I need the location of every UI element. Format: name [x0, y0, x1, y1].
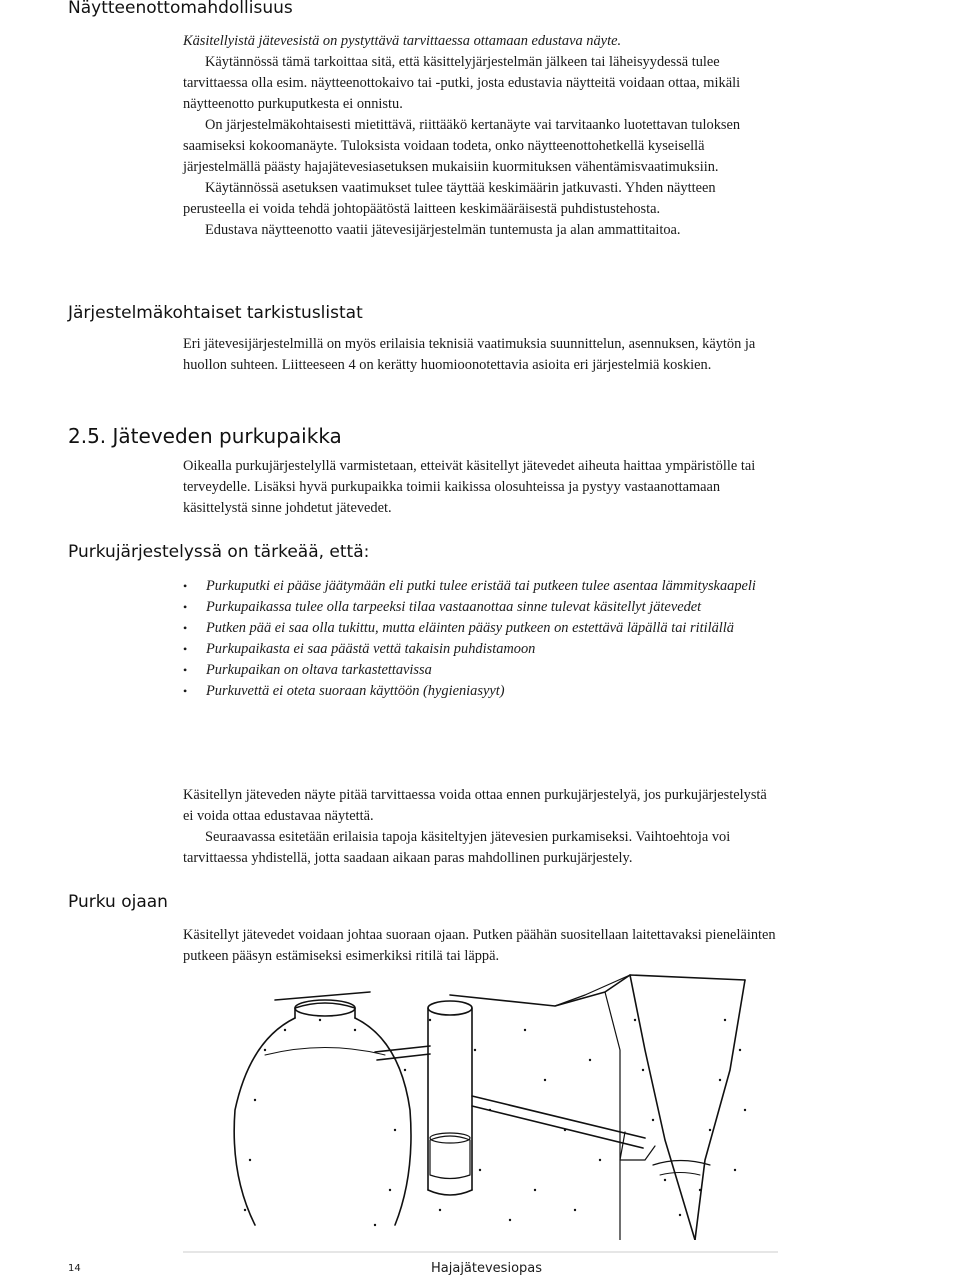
checklists-paragraph: Eri jätevesijärjestelmillä on myös erilaisia teknisiä vaatimuksia suunnittelun, asennuksen, käytön ja huollon suhteen. Liitteeseen 4 on kerätty huomioonotettavia asioita eri järjestelmiä koskien.: [183, 336, 756, 373]
bullet-text: Purkuputki ei pääse jäätymään eli putki tulee eristää tai putkeen tulee asentaa lämmityskaapeli: [206, 578, 756, 594]
ditch-discharge-illustration: [225, 960, 760, 1240]
heading-ditch: Purku ojaan: [68, 892, 168, 912]
bullet-item: [183, 639, 783, 660]
bullet-item: [183, 618, 783, 639]
page-number: 14: [68, 1263, 81, 1274]
important-paragraph-2: Seuraavassa esitetään erilaisia tapoja käsiteltyjen jätevesien purkamiseksi. Vaihtoehtoja voi tarvittaessa yhdistellä, jotta saadaan aikaan paras mahdollinen purkujärjestely.: [183, 829, 731, 866]
sampling-paragraph-2: Käytännössä tämä tarkoittaa sitä, että käsittelyjärjestelmän jälkeen tai läheisyydessä tulee tarvittaessa olla esim. näytteenottokaivo tai -putki, josta edustavia näytteitä voidaan ottaa, mikäli näytteenotto purkuputkesta ei onnistu.: [183, 54, 741, 112]
bullet-item: [183, 681, 783, 702]
bullet-dot-icon: •: [183, 600, 188, 614]
sampling-paragraph-4: Käytännössä asetuksen vaatimukset tulee täyttää keskimäärin jatkuvasti. Yhden näytteen perusteella ei voida tehdä johtopäätöstä laitteen keskimääräisestä puhdistustehosta.: [183, 180, 716, 217]
heading-important: Purkujärjestelyssä on tärkeää, että:: [68, 542, 370, 562]
bullet-item: [183, 597, 783, 618]
sampling-paragraph-1: Käsitellyistä jätevesistä on pystyttävä tarvittaessa ottamaan edustava näyte.: [183, 33, 622, 49]
bullet-text: Purkupaikassa tulee olla tarpeeksi tilaa vastaanottaa sinne tulevat käsitellyt jätevedet: [206, 599, 702, 615]
discharge-paragraph: Oikealla purkujärjestelyllä varmistetaan, etteivät käsitellyt jätevedet aiheuta haittaa ympäristölle tai terveydelle. Lisäksi hyvä purkupaikka toimii kaikissa olosuhteissa ja pystyy vastaanottamaan käsittelystä sinne johdetut jätevedet.: [183, 458, 756, 516]
heading-sampling: Näytteenottomahdollisuus: [68, 0, 293, 18]
discharge-text: [183, 456, 778, 519]
important-bullet-list: [183, 576, 783, 702]
bullet-text: Purkupaikan on oltava tarkastettavissa: [206, 662, 432, 678]
bullet-dot-icon: •: [183, 684, 188, 698]
bullet-dot-icon: •: [183, 621, 188, 635]
bullet-text: Putken pää ei saa olla tukittu, mutta eläinten pääsy putkeen on estettävä läpällä tai ritilällä: [206, 620, 734, 636]
sampling-text: [183, 31, 778, 241]
sampling-paragraph-3: On järjestelmäkohtaisesti mietittävä, riittääkö kertanäyte vai tarvitaanko luotettavan tuloksen saamiseksi kokoomanäyte. Tuloksista voidaan todeta, onko näytteenottohetkellä kyseisellä järjestelmällä päästy hajajätevesiasetuksen mukaisiin kuormituksen vähentämisvaatimuksiin.: [183, 117, 741, 175]
ditch-paragraph: Käsitellyt jätevedet voidaan johtaa suoraan ojaan. Putken päähän suositellaan laitettavaksi pieneläinten putkeen pääsyn estämiseksi esimerkiksi ritilä tai läppä.: [183, 927, 776, 964]
important-paragraph-1: Käsitellyn jäteveden näyte pitää tarvittaessa voida ottaa ennen purkujärjestelyä, jos purkujärjestelystä ei voida ottaa edustavaa näytettä.: [183, 787, 767, 824]
footer-divider: [183, 1251, 778, 1253]
sampling-paragraph-5: Edustava näytteenotto vaatii jätevesijärjestelmän tuntemusta ja alan ammattitaitoa.: [205, 222, 681, 238]
bullet-text: Purkuvettä ei oteta suoraan käyttöön (hygieniasyyt): [206, 683, 505, 699]
soil-texture: [244, 1019, 746, 1226]
bullet-item: [183, 660, 783, 681]
bullet-item: [183, 576, 783, 597]
heading-discharge-site: 2.5. Jäteveden purkupaikka: [68, 424, 342, 448]
checklists-text: [183, 334, 778, 376]
bullet-dot-icon: •: [183, 642, 188, 656]
bullet-dot-icon: •: [183, 579, 188, 593]
important-text: [183, 785, 778, 869]
heading-checklists: Järjestelmäkohtaiset tarkistuslistat: [68, 303, 363, 323]
bullet-text: Purkupaikasta ei saa päästä vettä takaisin puhdistamoon: [206, 641, 536, 657]
footer-publication-title: Hajajätevesiopas: [431, 1261, 543, 1276]
bullet-dot-icon: •: [183, 663, 188, 677]
